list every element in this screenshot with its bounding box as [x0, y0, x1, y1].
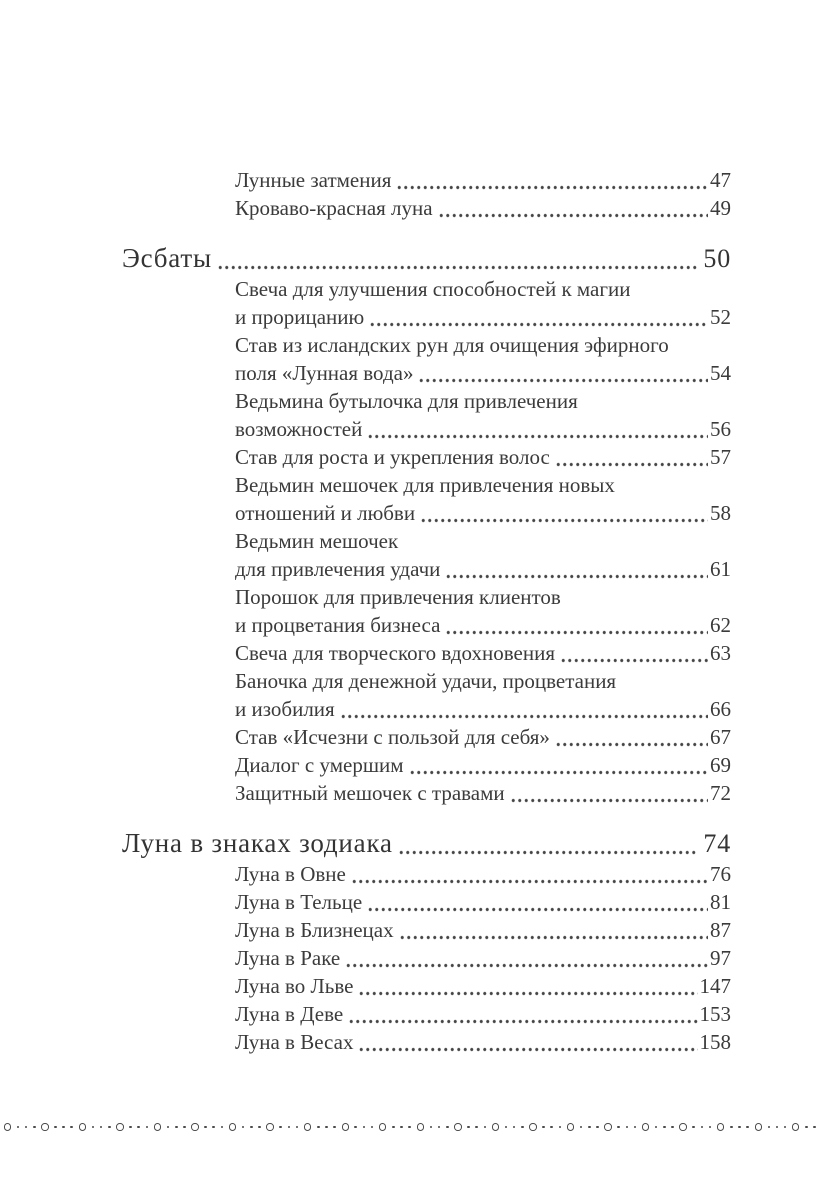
toc-entry-text: Луна в Раке — [235, 946, 341, 970]
ornament-dot-icon — [363, 1126, 366, 1129]
toc-entry-text: и процветания бизнеса — [235, 613, 441, 637]
ornament-dot-icon — [655, 1126, 658, 1129]
ornament-circle-icon — [4, 1123, 11, 1130]
ornament-dot-icon — [325, 1126, 328, 1129]
page-number: 69 — [710, 753, 731, 777]
ornament-dot-icon — [221, 1126, 224, 1129]
toc-entry-line — [122, 1000, 731, 1028]
ornament-dot-icon — [258, 1126, 261, 1129]
page-number: 62 — [710, 613, 731, 637]
ornament-dot-icon — [805, 1126, 808, 1129]
ornament-circle-icon — [417, 1123, 424, 1130]
page-number: 47 — [710, 168, 731, 192]
ornament-dot-icon — [317, 1126, 320, 1129]
toc-entry-text: для привлечения удачи — [235, 557, 441, 581]
ornament-dot-icon — [108, 1126, 111, 1129]
page-number: 72 — [710, 781, 731, 805]
toc-entry-line — [122, 499, 731, 527]
toc-entry-text: Свеча для творческого вдохновения — [235, 641, 555, 665]
ornament-dot-icon — [408, 1126, 411, 1129]
toc-entry-text: Ведьмина бутылочка для привлечения — [235, 389, 578, 413]
ornament-circle-icon — [379, 1123, 386, 1130]
page-number: 67 — [710, 725, 731, 749]
ornament-dot-icon — [521, 1126, 524, 1129]
ornament-dot-icon — [738, 1126, 741, 1129]
toc-entry-line — [122, 194, 731, 222]
ornament-dot-icon — [776, 1126, 779, 1129]
toc-entry-line — [122, 303, 731, 331]
ornament-dot-icon — [813, 1126, 816, 1129]
page-number: 74 — [703, 829, 731, 858]
toc-entry-text: и изобилия — [235, 697, 335, 721]
toc-entry-text: Кроваво-красная луна — [235, 196, 433, 220]
toc-entry-line — [122, 275, 731, 303]
dot-leader — [217, 259, 697, 275]
toc-entry-text: Став из исландских рун для очищения эфирного — [235, 333, 669, 357]
toc-entry-line — [122, 751, 731, 779]
toc-entry-line — [122, 415, 731, 443]
ornament-dot-icon — [559, 1126, 562, 1129]
dot-leader — [398, 844, 698, 860]
toc-entry-line — [122, 527, 731, 555]
toc-entry-text: Став для роста и укрепления волос — [235, 445, 550, 469]
dot-leader — [345, 956, 708, 972]
ornament-dot-icon — [204, 1126, 207, 1129]
toc-entry-text: Защитный мешочек с травами — [235, 781, 505, 805]
dot-leader — [358, 1040, 697, 1056]
dot-leader — [396, 178, 708, 194]
ornament-circle-icon — [342, 1123, 349, 1130]
toc-entry-text: Лунные затмения — [235, 168, 392, 192]
ornament-dot-icon — [250, 1126, 253, 1129]
ornament-circle-icon — [529, 1123, 536, 1130]
page-number: 56 — [710, 417, 731, 441]
ornament-dot-icon — [596, 1126, 599, 1129]
toc-entry-line — [122, 860, 731, 888]
ornament-dot-icon — [167, 1126, 170, 1129]
toc-entry-line — [122, 443, 731, 471]
ornament-dot-icon — [288, 1126, 291, 1129]
toc-entry-line — [122, 723, 731, 751]
ornament-dot-icon — [446, 1126, 449, 1129]
toc-entry-line — [122, 944, 731, 972]
ornament-dot-icon — [701, 1126, 704, 1129]
toc-entry-text: Луна в Деве — [235, 1002, 344, 1026]
dot-leader — [340, 707, 708, 723]
page-number: 76 — [710, 862, 731, 886]
toc-entry-text: Ведьмин мешочек — [235, 529, 399, 553]
toc-entry-line — [122, 972, 731, 1000]
page-number: 158 — [699, 1030, 731, 1054]
dot-leader — [560, 651, 708, 667]
toc-entry-line — [122, 583, 731, 611]
ornament-dot-icon — [129, 1126, 132, 1129]
page-number: 147 — [699, 974, 731, 998]
ornament-dot-icon — [430, 1126, 433, 1129]
toc-entry-text: Порошок для привлечения клиентов — [235, 585, 561, 609]
ornament-dot-icon — [62, 1126, 65, 1129]
ornament-circle-icon — [41, 1123, 48, 1130]
dot-leader — [367, 900, 708, 916]
ornament-dot-icon — [746, 1126, 749, 1129]
ornament-dot-icon — [550, 1126, 553, 1129]
section-heading — [122, 242, 731, 275]
toc-entry-text: Свеча для улучшения способностей к магии — [235, 277, 631, 301]
toc-entry-line — [122, 639, 731, 667]
page-number: 50 — [703, 244, 731, 273]
page-number: 61 — [710, 557, 731, 581]
toc-entry-line — [122, 695, 731, 723]
ornament-dot-icon — [580, 1126, 583, 1129]
ornament-circle-icon — [304, 1123, 311, 1130]
toc-entry-text: Став «Исчезни с пользой для себя» — [235, 725, 550, 749]
ornament-dot-icon — [92, 1126, 95, 1129]
toc-entry-text: Диалог с умершим — [235, 753, 404, 777]
page-number: 87 — [710, 918, 731, 942]
ornament-circle-icon — [454, 1123, 461, 1130]
dot-leader — [510, 791, 708, 807]
dot-leader — [358, 984, 697, 1000]
table-of-contents — [122, 166, 731, 1056]
ornament-dot-icon — [100, 1126, 103, 1129]
dot-leader — [445, 567, 708, 583]
ornament-circle-icon — [79, 1123, 86, 1130]
ornament-dot-icon — [784, 1126, 787, 1129]
page-number: 81 — [710, 890, 731, 914]
ornament-dot-icon — [371, 1126, 374, 1129]
toc-entry-text: поля «Лунная вода» — [235, 361, 414, 385]
ornament-circle-icon — [604, 1123, 611, 1130]
toc-entry-line — [122, 1028, 731, 1056]
ornament-circle-icon — [679, 1123, 686, 1130]
ornament-dot-icon — [279, 1126, 282, 1129]
ornament-dot-icon — [183, 1126, 186, 1129]
ornament-dot-icon — [354, 1126, 357, 1129]
ornament-circle-icon — [191, 1123, 198, 1130]
ornament-dot-icon — [242, 1126, 245, 1129]
ornament-dot-icon — [70, 1126, 73, 1129]
ornament-circle-icon — [717, 1123, 724, 1130]
section-title: Эсбаты — [122, 243, 212, 273]
ornament-dot-icon — [768, 1126, 771, 1129]
ornament-circle-icon — [266, 1123, 273, 1130]
ornament-dot-icon — [671, 1126, 674, 1129]
toc-entry-text: Луна в Тельце — [235, 890, 363, 914]
footer-ornament-divider — [0, 1120, 816, 1134]
section-title: Луна в знаках зодиака — [122, 828, 393, 858]
ornament-dot-icon — [54, 1126, 57, 1129]
page-number: 66 — [710, 697, 731, 721]
dot-leader — [555, 455, 708, 471]
toc-entry-line — [122, 166, 731, 194]
dot-leader — [367, 427, 708, 443]
ornament-circle-icon — [116, 1123, 123, 1130]
toc-entry-line — [122, 331, 731, 359]
ornament-circle-icon — [229, 1123, 236, 1130]
dot-leader — [409, 763, 708, 779]
ornament-dot-icon — [730, 1126, 733, 1129]
ornament-dot-icon — [175, 1126, 178, 1129]
dot-leader — [399, 928, 708, 944]
ornament-dot-icon — [17, 1126, 20, 1129]
toc-entry-line — [122, 916, 731, 944]
page-number: 49 — [710, 196, 731, 220]
toc-entry-line — [122, 779, 731, 807]
dot-leader — [438, 206, 708, 222]
ornament-dot-icon — [634, 1126, 637, 1129]
ornament-dot-icon — [626, 1126, 629, 1129]
ornament-circle-icon — [567, 1123, 574, 1130]
ornament-circle-icon — [792, 1123, 799, 1130]
toc-entry-text: и прорицанию — [235, 305, 365, 329]
dot-leader — [418, 371, 708, 387]
ornament-circle-icon — [492, 1123, 499, 1130]
ornament-dot-icon — [513, 1126, 516, 1129]
ornament-dot-icon — [33, 1126, 36, 1129]
toc-entry-text: Луна в Близнецах — [235, 918, 394, 942]
ornament-dot-icon — [25, 1126, 28, 1129]
toc-entry-line — [122, 611, 731, 639]
page-number: 52 — [710, 305, 731, 329]
toc-entry-line — [122, 471, 731, 499]
ornament-dot-icon — [438, 1126, 441, 1129]
ornament-dot-icon — [505, 1126, 508, 1129]
ornament-dot-icon — [692, 1126, 695, 1129]
toc-entry-line — [122, 667, 731, 695]
ornament-dot-icon — [709, 1126, 712, 1129]
ornament-dot-icon — [588, 1126, 591, 1129]
page-number: 97 — [710, 946, 731, 970]
dot-leader — [348, 1012, 697, 1028]
ornament-dot-icon — [212, 1126, 215, 1129]
toc-entry-line — [122, 888, 731, 916]
toc-entry-line — [122, 555, 731, 583]
ornament-dot-icon — [467, 1126, 470, 1129]
toc-entry-text: Луна в Весах — [235, 1030, 354, 1054]
ornament-dot-icon — [400, 1126, 403, 1129]
ornament-dot-icon — [617, 1126, 620, 1129]
ornament-circle-icon — [642, 1123, 649, 1130]
ornament-dot-icon — [296, 1126, 299, 1129]
page-number: 58 — [710, 501, 731, 525]
ornament-dot-icon — [663, 1126, 666, 1129]
toc-entry-text: Ведьмин мешочек для привлечения новых — [235, 473, 615, 497]
toc-entry-text: Баночка для денежной удачи, процветания — [235, 669, 617, 693]
ornament-dot-icon — [137, 1126, 140, 1129]
dot-leader — [420, 511, 708, 527]
page-number: 63 — [710, 641, 731, 665]
section-heading — [122, 827, 731, 860]
dot-leader — [555, 735, 708, 751]
ornament-dot-icon — [146, 1126, 149, 1129]
dot-leader — [351, 872, 708, 888]
toc-entry-text: Луна в Овне — [235, 862, 346, 886]
toc-entry-text: отношений и любви — [235, 501, 416, 525]
ornament-circle-icon — [755, 1123, 762, 1130]
ornament-dot-icon — [333, 1126, 336, 1129]
toc-entry-text: Луна во Льве — [235, 974, 354, 998]
page-number: 54 — [710, 361, 731, 385]
dot-leader — [369, 315, 708, 331]
page-number: 153 — [699, 1002, 731, 1026]
ornament-dot-icon — [392, 1126, 395, 1129]
page-number: 57 — [710, 445, 731, 469]
toc-entry-line — [122, 359, 731, 387]
toc-entry-text: возможностей — [235, 417, 363, 441]
ornament-dot-icon — [484, 1126, 487, 1129]
ornament-circle-icon — [154, 1123, 161, 1130]
toc-entry-line — [122, 387, 731, 415]
ornament-dot-icon — [475, 1126, 478, 1129]
ornament-dot-icon — [542, 1126, 545, 1129]
dot-leader — [445, 623, 708, 639]
